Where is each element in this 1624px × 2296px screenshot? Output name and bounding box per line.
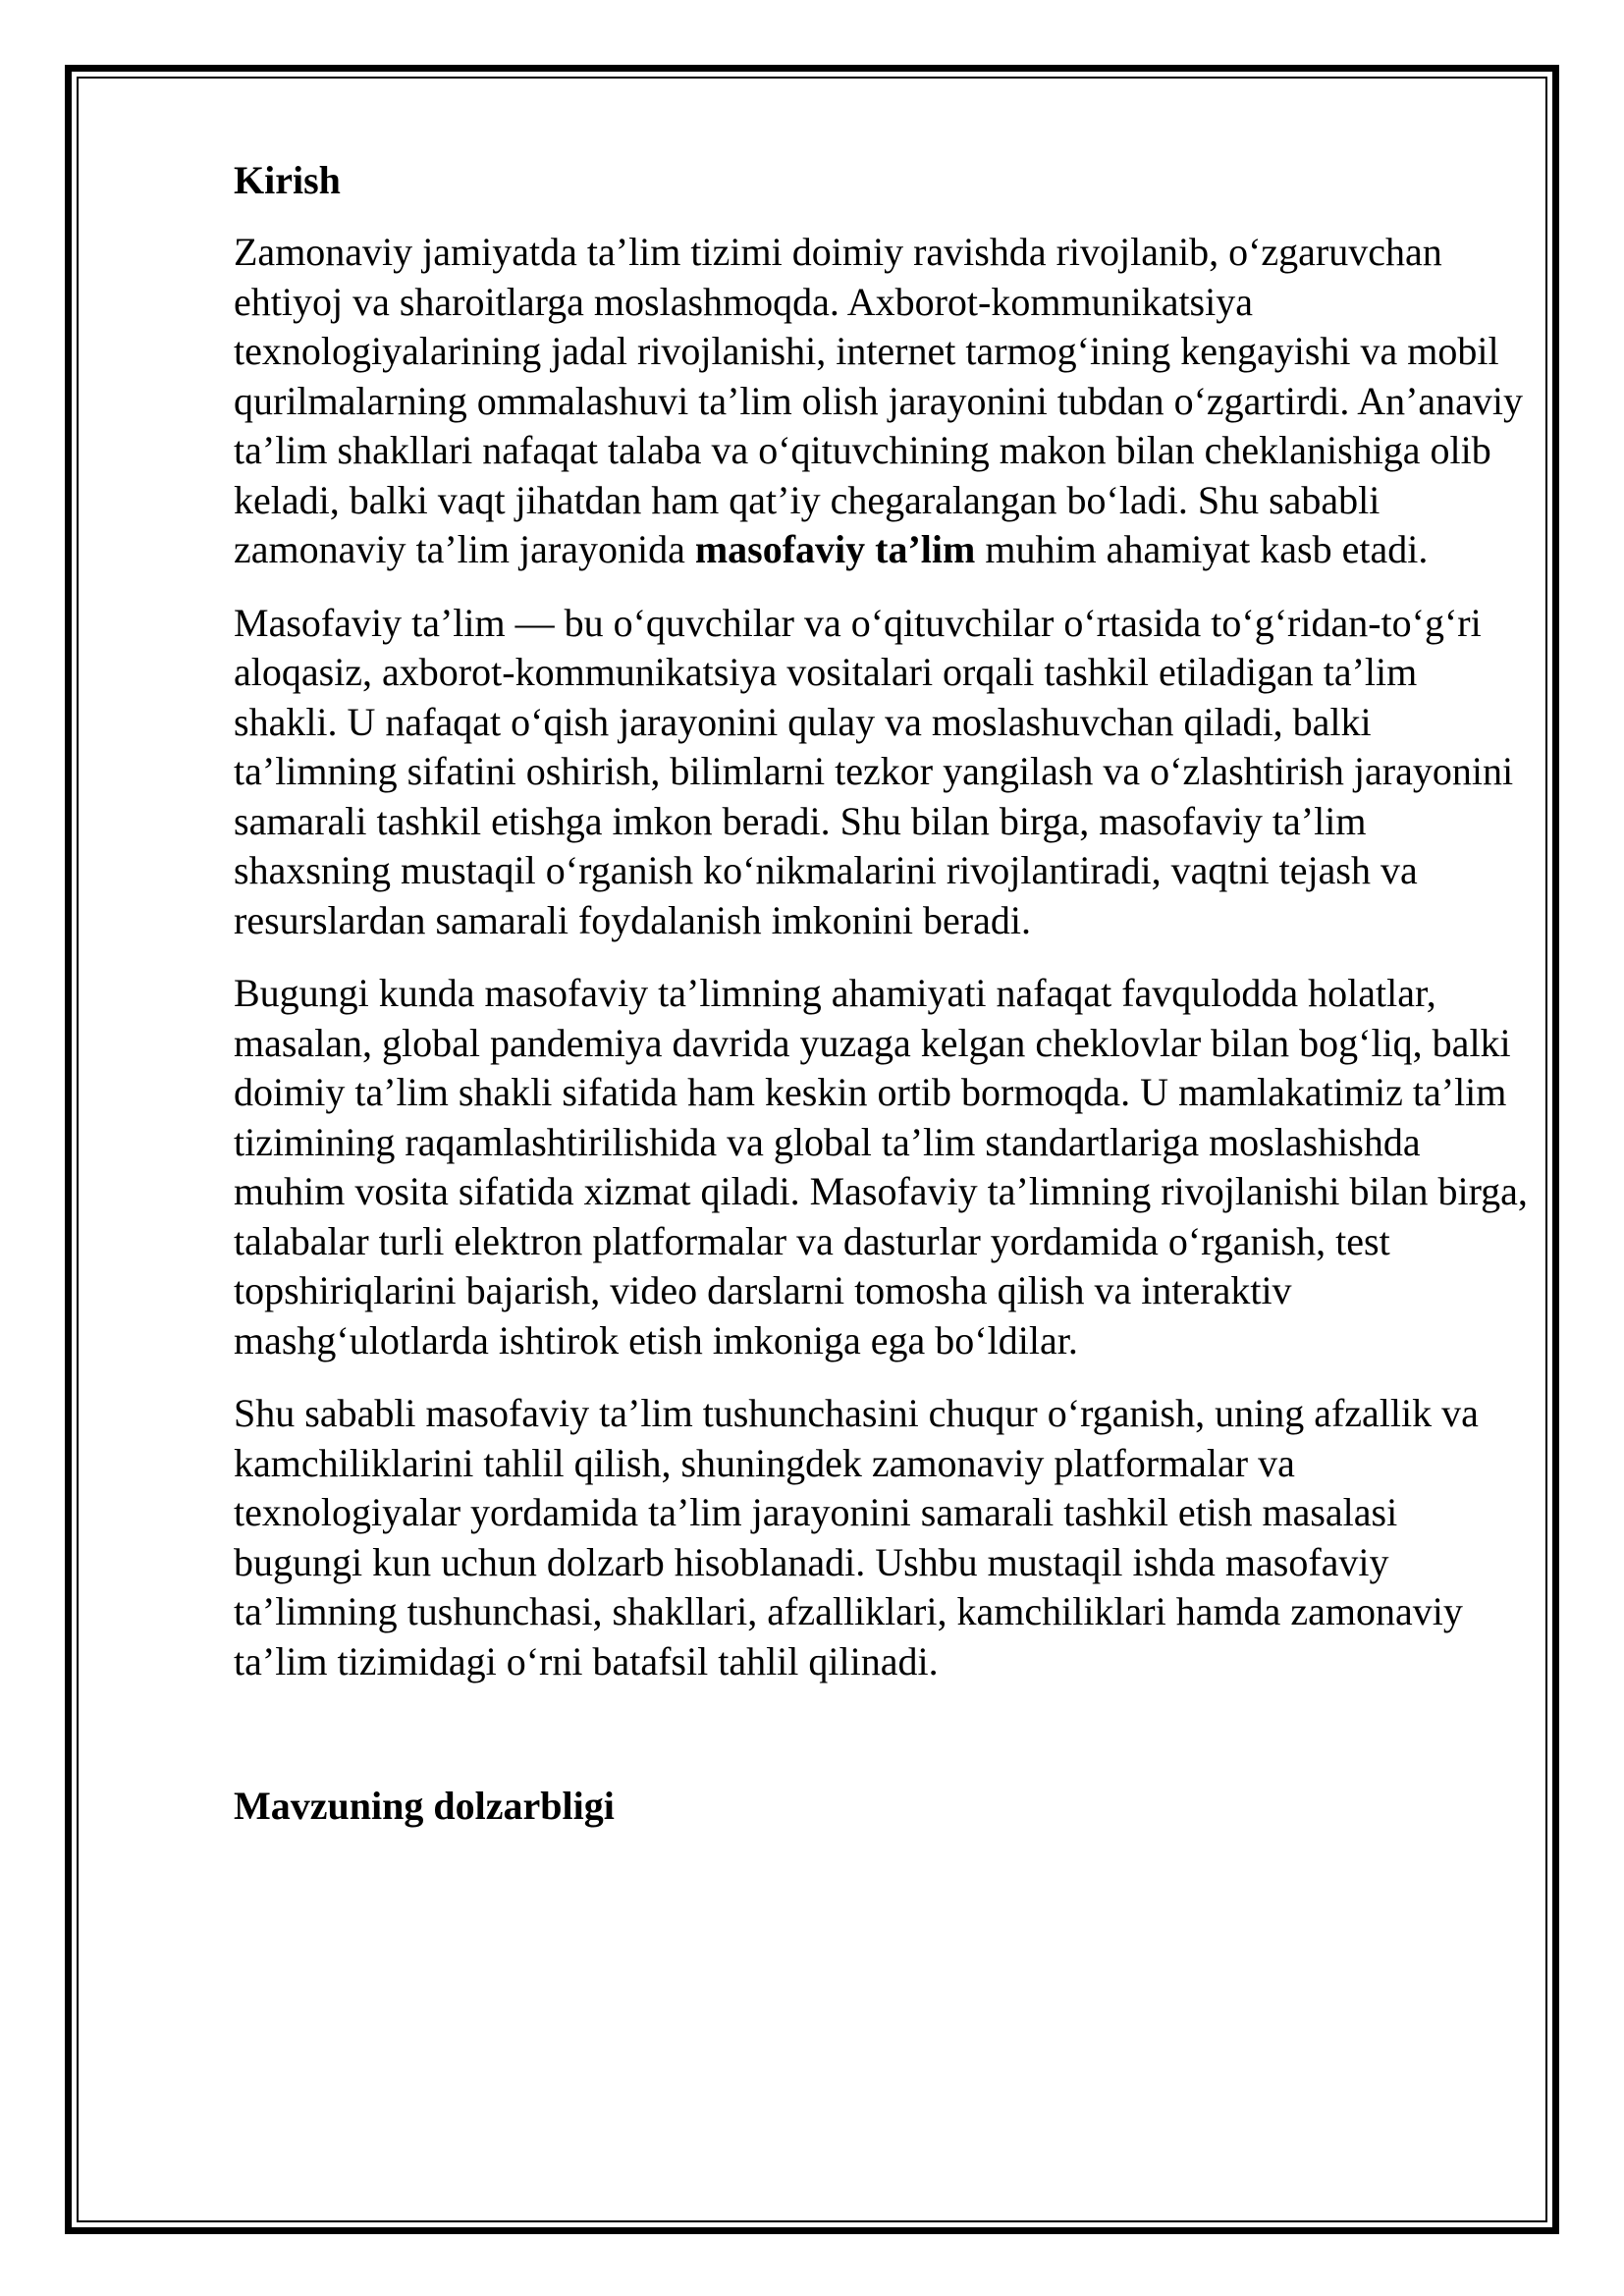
paragraph-3: Bugungi kunda masofaviy ta’limning ahamiyati nafaqat favqulodda holatlar, masalan, global pandemiya davrida yuzaga kelgan cheklovlar bilan bog‘liq, balki doimiy ta’lim shakli sifatida ham keskin ortib bormoqda. U mamlakatimiz ta’lim tizimining raqamlashtirilishida va global ta’lim standartlariga moslashishda muhim vosita sifatida xizmat qiladi. Masofaviy ta’limning rivojlanishi bilan birga, talabalar turli elektron platformalar va dasturlar yordamida o‘rganish, test topshiriqlarini bajarish, video darslarni tomosha qilish va interaktiv mashg‘ulotlarda ishtirok etish imkoniga ega bo‘ldilar. — [234, 971, 1528, 1362]
paragraph-1-text-start: Zamonaviy jamiyatda ta’lim tizimi doimiy ravishda rivojlanib, o‘zgaruvchan ehtiyoj va sharoitlarga moslashmoqda. Axborot-kommunikatsiya texnologiyalarining jadal rivojlanishi, internet tarmog‘ining kengayishi va mobil qurilmalarning ommalashuvi ta’lim olish jarayonini tubdan o‘zgartirdi. An’anaviy ta’lim shakllari nafaqat talaba va o‘qituvchining makon bilan cheklanishiga olib keladi, balki vaqt jihatdan ham qat’iy chegaralangan bo‘ladi. Shu sababli zamonaviy ta’lim jarayonida — [234, 230, 1524, 571]
heading-relevance: Mavzuning dolzarbligi — [234, 1784, 615, 1828]
heading-introduction: Kirish — [234, 158, 341, 202]
paragraph-2: Masofaviy ta’lim — bu o‘quvchilar va o‘qituvchilar o‘rtasida to‘g‘ridan-to‘g‘ri aloqasiz, axborot-kommunikatsiya vositalari orqali tashkil etiladigan ta’lim shakli. U nafaqat o‘qish jarayonini qulay va moslashuvchan qiladi, balki ta’limning sifatini oshirish, bilimlarni tezkor yangilash va o‘zlashtirish jarayonini samarali tashkil etishga imkon beradi. Shu bilan birga, masofaviy ta’lim shaxsning mustaqil o‘rganish ko‘nikmalarini rivojlantiradi, vaqtni tejash va resurslardan samarali foydalanish imkonini beradi. — [234, 600, 1514, 942]
document-body — [234, 155, 1530, 1832]
paragraph-1 — [234, 228, 1530, 575]
paragraph-1-bold-term: masofaviy ta’lim — [694, 527, 976, 571]
paragraph-1-text-end: muhim ahamiyat kasb etadi. — [975, 527, 1429, 571]
section-spacer — [234, 1710, 1530, 1781]
paragraph-4: Shu sababli masofaviy ta’lim tushunchasini chuqur o‘rganish, uning afzallik va kamchiliklarini tahlil qilish, shuningdek zamonaviy platformalar va texnologiyalar yordamida ta’lim jarayonini samarali tashkil etish masalasi bugungi kun uchun dolzarb hisoblanadi. Ushbu mustaqil ishda masofaviy ta’limning tushunchasi, shakllari, afzalliklari, kamchiliklari hamda zamonaviy ta’lim tizimidagi o‘rni batafsil tahlil qilinadi. — [234, 1391, 1479, 1683]
